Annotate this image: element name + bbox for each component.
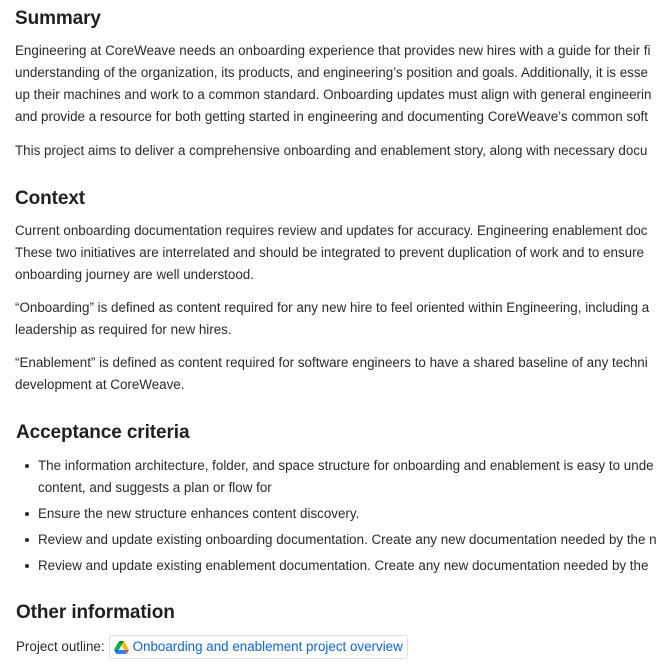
context-paragraph-1	[15, 220, 647, 286]
other-information-heading: Other information	[16, 602, 175, 623]
text-line: “Enablement” is defined as content required for software engineers to have a shared baseline of any techni	[15, 355, 648, 370]
list-item	[15, 503, 657, 525]
list-item	[15, 455, 657, 499]
summary-heading: Summary	[15, 8, 101, 29]
context-heading: Context	[15, 188, 86, 209]
list-item-text: content, and suggests a plan or flow for	[38, 480, 272, 495]
text-line: This project aims to deliver a comprehensive onboarding and enablement story, along with necessary docu	[15, 143, 648, 158]
context-paragraph-3	[15, 352, 648, 396]
bullet-icon	[25, 538, 29, 542]
list-item	[15, 529, 657, 551]
acceptance-criteria-list	[15, 455, 657, 581]
text-line: These two initiatives are interrelated and should be integrated to prevent duplication of work and to ensure	[15, 245, 645, 260]
project-overview-link-text: Onboarding and enablement project overview	[132, 639, 403, 654]
text-line: up their machines and work to a common standard. Onboarding updates must align with general engineerin	[15, 87, 652, 102]
summary-paragraph-2	[15, 140, 647, 162]
text-line: Current onboarding documentation requires review and updates for accuracy. Engineering enablement doc	[15, 223, 648, 238]
text-line: leadership as required for new hires.	[15, 322, 232, 337]
text-line: development at CoreWeave.	[15, 377, 185, 392]
list-item	[15, 555, 657, 577]
list-item-text: Review and update existing onboarding documentation. Create any new documentation needed by the n	[38, 532, 657, 547]
google-drive-icon	[114, 641, 129, 654]
bullet-icon	[25, 512, 29, 516]
text-line: and provide a resource for both getting started in engineering and documenting CoreWeave’s common soft	[15, 109, 648, 124]
text-line: Engineering at CoreWeave needs an onboarding experience that provides new hires with a guide for their fi	[15, 43, 651, 58]
text-line: “Onboarding” is defined as content required for any new hire to feel oriented within Engineering, including a	[15, 300, 650, 315]
project-outline-label: Project outline:	[16, 639, 105, 654]
acceptance-criteria-heading: Acceptance criteria	[16, 422, 190, 443]
text-line: understanding of the organization, its products, and engineering’s position and goals. Additionally, it is esse	[15, 65, 648, 80]
bullet-icon	[25, 564, 29, 568]
project-outline-row	[16, 635, 408, 659]
context-paragraph-2	[15, 297, 649, 341]
bullet-icon	[25, 464, 29, 468]
list-item-text: Review and update existing enablement documentation. Create any new documentation needed by the	[38, 558, 649, 573]
list-item-text: Ensure the new structure enhances content discovery.	[38, 506, 360, 521]
text-line: onboarding journey are well understood.	[15, 267, 254, 282]
list-item-text: The information architecture, folder, and space structure for onboarding and enablement is easy to unde	[38, 458, 654, 473]
summary-paragraph-1	[15, 40, 651, 128]
project-overview-link[interactable]	[109, 635, 408, 659]
